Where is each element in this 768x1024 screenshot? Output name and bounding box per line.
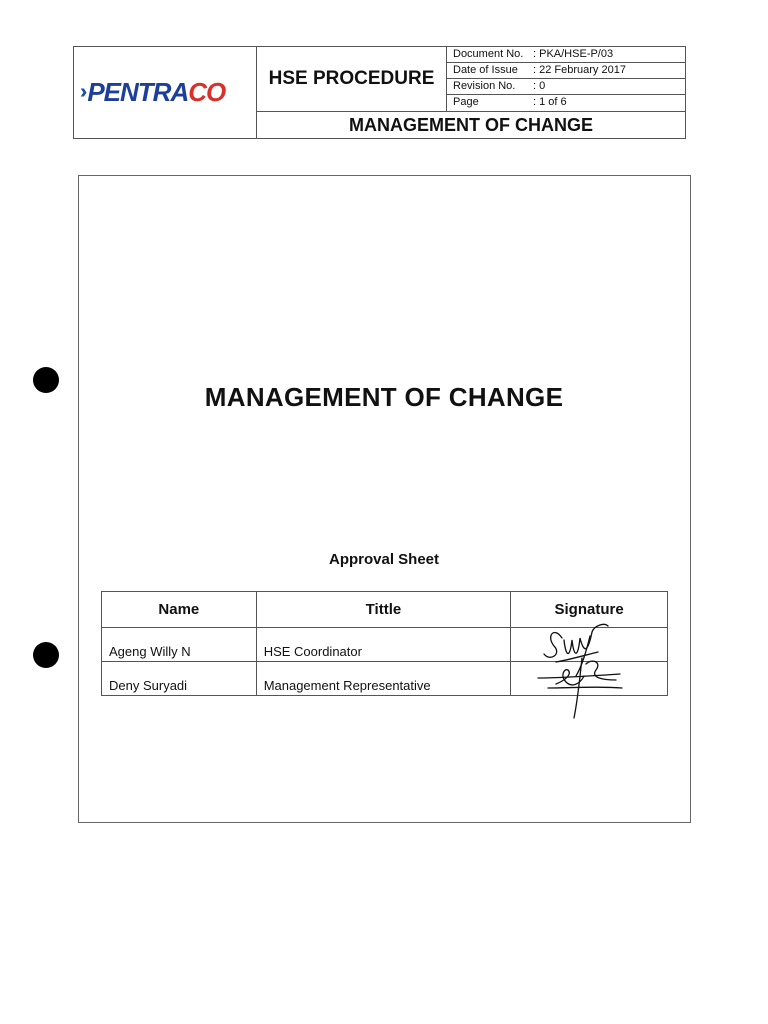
meta-row-date-of-issue	[447, 63, 685, 79]
procedure-type: HSE PROCEDURE	[257, 47, 447, 111]
cell-title: Management Representative	[256, 662, 511, 696]
meta-value: : 1 of 6	[533, 96, 567, 108]
cover-frame	[78, 175, 691, 823]
document-header	[73, 46, 686, 139]
meta-row-revision-no	[447, 79, 685, 95]
cell-title: HSE Coordinator	[256, 628, 511, 662]
meta-value: : 0	[533, 80, 546, 92]
meta-row-document-no	[447, 47, 685, 63]
approval-heading: Approval Sheet	[328, 551, 440, 568]
meta-label: Page	[453, 96, 479, 108]
logo-text-red: CO	[188, 76, 226, 107]
column-header-signature: Signature	[511, 592, 668, 628]
signature-stroke	[538, 674, 620, 678]
meta-label: Document No.	[453, 48, 524, 60]
signature-stroke	[548, 687, 622, 688]
column-header-title: Tittle	[256, 592, 511, 628]
cell-name: Ageng Willy N	[102, 628, 257, 662]
document-meta	[447, 47, 685, 111]
signature-scribbles	[520, 618, 630, 722]
signature-stroke	[544, 633, 562, 658]
company-logo	[80, 77, 252, 107]
meta-value: : 22 February 2017	[533, 64, 626, 76]
header-subject: MANAGEMENT OF CHANGE	[257, 111, 685, 138]
signature-stroke	[586, 661, 616, 680]
page-title: MANAGEMENT OF CHANGE	[204, 382, 564, 412]
meta-row-page	[447, 95, 685, 111]
logo-text-blue: PENTRA	[87, 76, 189, 107]
logo-cell	[74, 47, 257, 138]
chevron-right-icon: ››	[80, 80, 82, 103]
logo-wordmark	[87, 77, 225, 108]
meta-label: Date of Issue	[453, 64, 518, 76]
cell-name: Deny Suryadi	[102, 662, 257, 696]
punch-hole	[33, 367, 59, 393]
punch-hole	[33, 642, 59, 668]
column-header-name: Name	[102, 592, 257, 628]
meta-value: : PKA/HSE-P/03	[533, 48, 614, 60]
meta-label: Revision No.	[453, 80, 516, 92]
